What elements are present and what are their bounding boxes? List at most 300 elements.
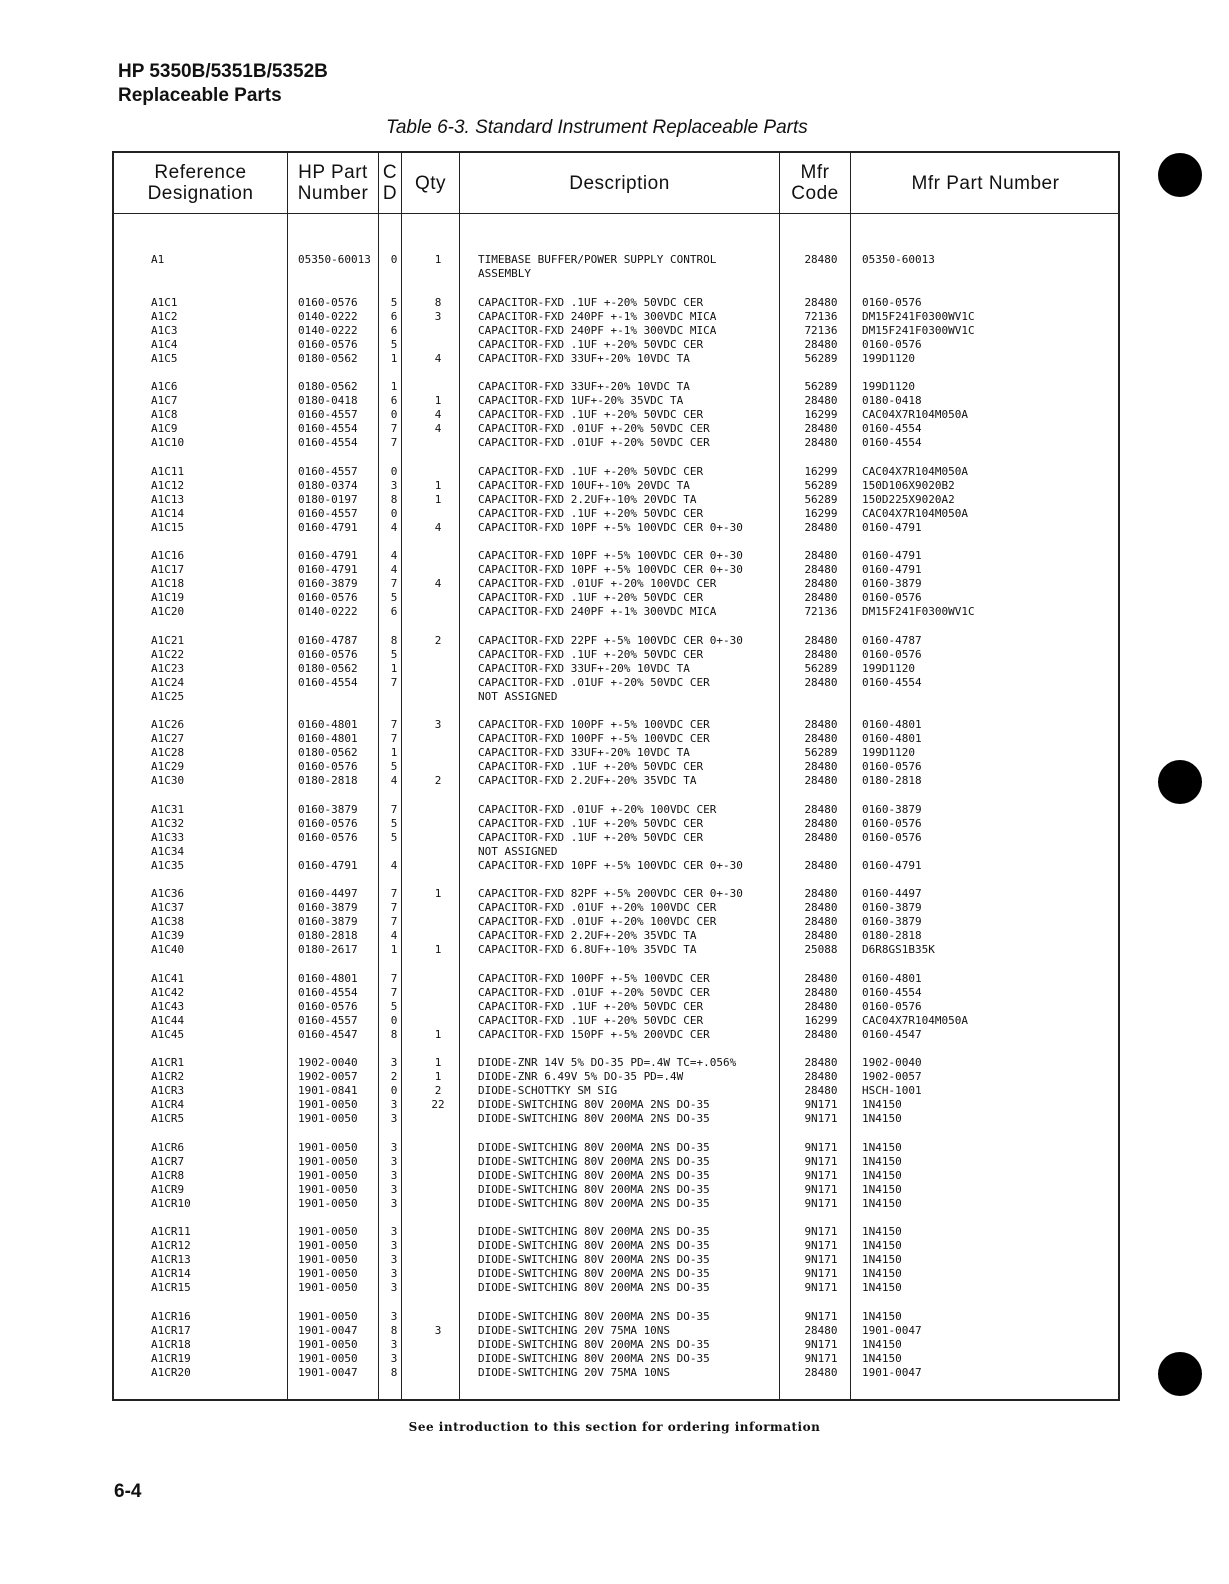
table-row [114,972,1118,986]
cell-hp-part-number: 0160-4791 [298,858,358,872]
cell-mfr-part-number: 199D1120 [862,351,915,365]
column-header-qty: Qty [414,172,447,194]
cell-description: CAPACITOR-FXD .1UF +-20% 50VDC CER [478,295,704,309]
table-row [114,1310,1118,1324]
cell-ref-designation: A1C2 [151,309,178,323]
cell-mfr-part-number: 1N4150 [862,1267,902,1280]
table-row [114,422,1118,436]
cell-quantity: 1 [434,1027,442,1041]
cell-mfr-part-number: 1N4150 [862,1098,902,1111]
cell-hp-part-number: 0160-4557 [298,408,358,421]
column-header-description: Description [569,172,670,194]
cell-description: CAPACITOR-FXD 150PF +-5% 200VDC CER [478,1027,710,1041]
cell-description: CAPACITOR-FXD 33UF+-20% 10VDC TA [478,746,690,759]
cell-hp-part-number: 0160-4554 [298,422,358,435]
cell-quantity: 2 [434,633,442,647]
cell-hp-part-number: 0160-4557 [298,1013,358,1027]
cell-ref-designation: A1CR10 [151,1196,191,1210]
table-row [114,803,1118,817]
table-row [114,1056,1118,1070]
cell-mfr-part-number: 0160-0576 [862,816,922,830]
binder-hole-top [1158,153,1202,197]
cell-description: CAPACITOR-FXD .1UF +-20% 50VDC CER [478,816,704,830]
cell-hp-part-number: 0160-0576 [298,337,358,351]
cell-ref-designation: A1C36 [151,887,185,900]
cell-hp-part-number: 0160-3879 [298,901,358,914]
cell-mfr-part-number: 1902-0057 [862,1070,922,1083]
cell-ref-designation: A1 [151,253,165,266]
cell-check-digit: 7 [390,675,398,689]
cell-hp-part-number: 0160-4791 [298,520,358,534]
table-row [114,296,1118,310]
table-row [114,521,1118,535]
table-row [114,1183,1118,1197]
cell-mfr-part-number: 1N4150 [862,1196,902,1210]
cell-check-digit: 4 [390,858,398,872]
cell-mfr-part-number: 199D1120 [862,380,915,393]
cell-ref-designation: A1CR8 [151,1168,185,1182]
cell-check-digit: 7 [390,915,398,928]
cell-ref-designation: A1CR12 [151,1239,191,1252]
cell-mfr-code: 28480 [804,858,838,872]
cell-ref-designation: A1C43 [151,999,185,1013]
cell-hp-part-number: 1902-0040 [298,1056,358,1069]
cell-mfr-code: 28480 [804,337,838,351]
cell-mfr-part-number: CAC04X7R104M050A [862,1013,968,1027]
cell-check-digit: 7 [390,732,398,745]
cell-check-digit: 0 [390,464,398,478]
cell-hp-part-number: 0160-3879 [298,577,358,590]
cell-mfr-code: 28480 [804,915,838,928]
cell-description: CAPACITOR-FXD .1UF +-20% 50VDC CER [478,591,704,604]
cell-description: DIODE-SWITCHING 80V 200MA 2NS DO-35 [478,1196,710,1210]
cell-mfr-part-number: 1N4150 [862,1239,902,1252]
cell-description: CAPACITOR-FXD 2.2UF+-10% 20VDC TA [478,492,697,506]
column-header-mfr-code: Mfr Code [791,162,839,204]
cell-ref-designation: A1CR17 [151,1323,191,1337]
cell-mfr-code: 16299 [804,464,838,478]
cell-ref-designation: A1C32 [151,816,185,830]
cell-mfr-code: 28480 [804,591,838,604]
cell-hp-part-number: 0160-4801 [298,718,358,731]
column-header-reference: Reference Designation [147,162,254,204]
cell-mfr-code: 28480 [804,1323,838,1337]
cell-check-digit: 0 [390,506,398,520]
cell-mfr-part-number: 199D1120 [862,661,915,675]
cell-ref-designation: A1C9 [151,422,178,435]
cell-mfr-code: 72136 [804,309,838,323]
cell-quantity: 1 [434,478,442,492]
cell-description: DIODE-SWITCHING 80V 200MA 2NS DO-35 [478,1225,710,1238]
cell-hp-part-number: 0160-4557 [298,506,358,520]
cell-check-digit: 0 [390,1084,398,1097]
table-row [114,408,1118,422]
cell-description: CAPACITOR-FXD 100PF +-5% 100VDC CER [478,971,710,985]
cell-ref-designation: A1C19 [151,591,185,604]
cell-hp-part-number: 0160-4557 [298,464,358,478]
cell-description: CAPACITOR-FXD .1UF +-20% 50VDC CER [478,760,704,773]
table-row [114,549,1118,563]
cell-check-digit: 4 [390,520,398,534]
table-row [114,1141,1118,1155]
cell-hp-part-number: 0140-0222 [298,309,358,323]
cell-description: DIODE-SWITCHING 80V 200MA 2NS DO-35 [478,1154,710,1168]
table-row [114,915,1118,929]
cell-mfr-code: 28480 [804,1027,838,1041]
cell-mfr-part-number: 1N4150 [862,1309,902,1323]
cell-hp-part-number: 1901-0050 [298,1168,358,1182]
cell-mfr-part-number: 1N4150 [862,1351,902,1365]
cell-check-digit: 6 [390,309,398,323]
cell-mfr-part-number: 0160-4801 [862,971,922,985]
cell-mfr-part-number: DM15F241F0300WV1C [862,605,975,618]
cell-ref-designation: A1CR18 [151,1337,191,1351]
cell-ref-designation: A1CR1 [151,1056,185,1069]
cell-description: CAPACITOR-FXD 1UF+-20% 35VDC TA [478,394,684,407]
cell-mfr-code: 28480 [804,422,838,435]
cell-check-digit: 3 [390,1309,398,1323]
table-row [114,986,1118,1000]
cell-mfr-part-number: 0160-0576 [862,647,922,661]
cell-check-digit: 5 [390,337,398,351]
table-row [114,943,1118,957]
cell-check-digit: 6 [390,394,398,407]
cell-description: CAPACITOR-FXD .1UF +-20% 50VDC CER [478,830,704,844]
cell-description: CAPACITOR-FXD 240PF +-1% 300VDC MICA [478,323,717,337]
table-row [114,1338,1118,1352]
cell-ref-designation: A1C8 [151,408,178,421]
cell-description: CAPACITOR-FXD .01UF +-20% 50VDC CER [478,436,710,449]
table-row [114,1352,1118,1366]
cell-description: DIODE-SWITCHING 80V 200MA 2NS DO-35 [478,1182,710,1196]
cell-description: CAPACITOR-FXD .01UF +-20% 100VDC CER [478,901,717,914]
cell-hp-part-number: 0160-4787 [298,633,358,647]
cell-hp-part-number: 0160-4801 [298,971,358,985]
cell-description: CAPACITOR-FXD .01UF +-20% 50VDC CER [478,675,710,689]
cell-hp-part-number: 1901-0841 [298,1084,358,1097]
cell-description: DIODE-SWITCHING 80V 200MA 2NS DO-35 [478,1112,710,1125]
table-row [114,831,1118,845]
cell-description: CAPACITOR-FXD .1UF +-20% 50VDC CER [478,647,704,661]
cell-ref-designation: A1C4 [151,337,178,351]
cell-hp-part-number: 0180-0374 [298,478,358,492]
cell-hp-part-number: 0180-0562 [298,380,358,393]
cell-ref-designation: A1C26 [151,718,185,731]
cell-check-digit: 6 [390,323,398,337]
cell-check-digit: 3 [390,1337,398,1351]
cell-hp-part-number: 0180-0562 [298,661,358,675]
cell-mfr-code: 28480 [804,1365,838,1379]
cell-description: TIMEBASE BUFFER/POWER SUPPLY CONTROL [478,253,717,266]
cell-mfr-part-number: DM15F241F0300WV1C [862,323,975,337]
cell-mfr-code: 28480 [804,760,838,773]
cell-description: DIODE-SWITCHING 80V 200MA 2NS DO-35 [478,1168,710,1182]
cell-description: CAPACITOR-FXD .01UF +-20% 50VDC CER [478,985,710,999]
cell-description: DIODE-SWITCHING 20V 75MA 10NS [478,1323,671,1337]
cell-mfr-code: 28480 [804,520,838,534]
cell-hp-part-number: 0180-0418 [298,394,358,407]
cell-mfr-part-number: 0160-4801 [862,732,922,745]
cell-ref-designation: A1C25 [151,689,185,703]
cell-ref-designation: A1C39 [151,929,185,942]
cell-mfr-code: 72136 [804,605,838,618]
table-row [114,1253,1118,1267]
cell-check-digit: 1 [390,351,398,365]
cell-description: CAPACITOR-FXD 100PF +-5% 100VDC CER [478,718,710,731]
document-header-section: Replaceable Parts [118,85,282,106]
cell-ref-designation: A1C1 [151,295,178,309]
cell-check-digit: 7 [390,422,398,435]
cell-mfr-part-number: 1N4150 [862,1253,902,1266]
cell-mfr-code: 28480 [804,436,838,449]
cell-hp-part-number: 0160-4554 [298,675,358,689]
table-row [114,901,1118,915]
cell-description: CAPACITOR-FXD .1UF +-20% 50VDC CER [478,506,704,520]
table-row [114,774,1118,788]
cell-mfr-part-number: DM15F241F0300WV1C [862,309,975,323]
cell-mfr-part-number: 1N4150 [862,1112,902,1125]
cell-mfr-code: 16299 [804,506,838,520]
cell-check-digit: 4 [390,549,398,562]
cell-hp-part-number: 1901-0050 [298,1196,358,1210]
column-header-cd: C D [382,162,398,204]
cell-description: CAPACITOR-FXD .01UF +-20% 100VDC CER [478,577,717,590]
cell-ref-designation: A1CR9 [151,1182,185,1196]
table-row [114,1197,1118,1211]
cell-mfr-code: 28480 [804,675,838,689]
cell-ref-designation: A1C13 [151,492,185,506]
cell-mfr-part-number: 150D106X9020B2 [862,478,955,492]
cell-description: DIODE-SWITCHING 80V 200MA 2NS DO-35 [478,1098,710,1111]
cell-ref-designation: A1C23 [151,661,185,675]
cell-mfr-part-number: 1901-0047 [862,1323,922,1337]
cell-mfr-part-number: 0160-3879 [862,915,922,928]
cell-mfr-part-number: CAC04X7R104M050A [862,464,968,478]
cell-hp-part-number: 0140-0222 [298,323,358,337]
cell-mfr-code: 28480 [804,549,838,562]
table-row [114,352,1118,366]
cell-mfr-code: 28480 [804,718,838,731]
cell-hp-part-number: 05350-60013 [298,253,371,266]
cell-quantity: 2 [434,774,442,787]
cell-check-digit: 8 [390,1365,398,1379]
cell-mfr-code: 28480 [804,971,838,985]
cell-quantity: 3 [434,309,442,323]
cell-hp-part-number: 0160-4497 [298,887,358,900]
cell-ref-designation: A1C7 [151,394,178,407]
cell-ref-designation: A1C22 [151,647,185,661]
cell-description: CAPACITOR-FXD 10PF +-5% 100VDC CER 0+-30 [478,549,743,562]
cell-hp-part-number: 1901-0050 [298,1337,358,1351]
cell-check-digit: 4 [390,563,398,576]
cell-ref-designation: A1CR2 [151,1070,185,1083]
cell-description: DIODE-SWITCHING 80V 200MA 2NS DO-35 [478,1140,710,1154]
cell-mfr-part-number: 150D225X9020A2 [862,492,955,506]
cell-mfr-code: 9N171 [804,1253,838,1266]
column-header-mfr-part-number: Mfr Part Number [911,172,1060,194]
cell-quantity: 1 [434,394,442,407]
cell-check-digit: 3 [390,1168,398,1182]
cell-hp-part-number: 1901-0047 [298,1365,358,1379]
cell-description: CAPACITOR-FXD .01UF +-20% 50VDC CER [478,422,710,435]
cell-ref-designation: A1C42 [151,985,185,999]
cell-ref-designation: A1C3 [151,323,178,337]
cell-mfr-part-number: 05350-60013 [862,253,935,266]
cell-hp-part-number: 1901-0050 [298,1351,358,1365]
cell-ref-designation: A1C34 [151,844,185,858]
cell-quantity: 3 [434,1323,442,1337]
table-row [114,676,1118,690]
cell-ref-designation: A1C45 [151,1027,185,1041]
table-row [114,1098,1118,1112]
cell-quantity: 1 [434,1056,442,1069]
table-row [114,634,1118,648]
cell-mfr-part-number: CAC04X7R104M050A [862,506,968,520]
table-row [114,648,1118,662]
table-title: Table 6-3. Standard Instrument Replaceable Parts [386,117,808,138]
cell-mfr-code: 16299 [804,1013,838,1027]
table-row [114,1239,1118,1253]
cell-description: CAPACITOR-FXD 240PF +-1% 300VDC MICA [478,605,717,618]
cell-mfr-part-number: 0160-4554 [862,985,922,999]
cell-mfr-part-number: 0160-4497 [862,887,922,900]
cell-check-digit: 3 [390,1154,398,1168]
table-row [114,817,1118,831]
cell-quantity: 4 [434,520,442,534]
cell-ref-designation: A1CR16 [151,1309,191,1323]
cell-ref-designation: A1C44 [151,1013,185,1027]
cell-hp-part-number: 0160-0576 [298,760,358,773]
cell-mfr-part-number: 0160-4554 [862,422,922,435]
cell-mfr-part-number: 0160-4547 [862,1027,922,1041]
cell-hp-part-number: 0160-0576 [298,647,358,661]
cell-check-digit: 3 [390,1140,398,1154]
cell-quantity: 8 [434,295,442,309]
cell-check-digit: 7 [390,802,398,816]
cell-description: CAPACITOR-FXD 82PF +-5% 200VDC CER 0+-30 [478,887,743,900]
cell-mfr-part-number: 1901-0047 [862,1365,922,1379]
cell-check-digit: 3 [390,1196,398,1210]
table-row [114,859,1118,873]
table-row [114,887,1118,901]
cell-check-digit: 0 [390,1013,398,1027]
cell-description: DIODE-ZNR 6.49V 5% DO-35 PD=.4W [478,1070,684,1083]
table-row [114,465,1118,479]
cell-hp-part-number: 1902-0057 [298,1070,358,1083]
cell-ref-designation: A1C27 [151,732,185,745]
cell-description: CAPACITOR-FXD 100PF +-5% 100VDC CER [478,732,710,745]
cell-hp-part-number: 0140-0222 [298,605,358,618]
cell-mfr-code: 28480 [804,887,838,900]
table-row [114,1169,1118,1183]
cell-check-digit: 3 [390,1239,398,1252]
table-row [114,605,1118,619]
cell-mfr-code: 56289 [804,351,838,365]
document-header-model: HP 5350B/5351B/5352B [118,61,328,82]
table-row [114,1366,1118,1380]
cell-ref-designation: A1CR5 [151,1112,185,1125]
cell-mfr-code: 9N171 [804,1351,838,1365]
cell-ref-designation: A1C15 [151,520,185,534]
cell-description: CAPACITOR-FXD .01UF +-20% 100VDC CER [478,915,717,928]
cell-mfr-part-number: 0160-0576 [862,295,922,309]
cell-check-digit: 7 [390,718,398,731]
cell-ref-designation: A1CR20 [151,1365,191,1379]
cell-description: CAPACITOR-FXD 10UF+-10% 20VDC TA [478,478,690,492]
cell-quantity: 4 [434,408,442,421]
table-row [114,1000,1118,1014]
cell-description: CAPACITOR-FXD .1UF +-20% 50VDC CER [478,1013,704,1027]
cell-ref-designation: A1C30 [151,774,185,787]
cell-mfr-part-number: 0160-0576 [862,999,922,1013]
cell-description: CAPACITOR-FXD 10PF +-5% 100VDC CER 0+-30 [478,858,743,872]
table-row [114,436,1118,450]
cell-mfr-part-number: HSCH-1001 [862,1084,922,1097]
cell-hp-part-number: 0160-4547 [298,1027,358,1041]
cell-description: CAPACITOR-FXD .01UF +-20% 100VDC CER [478,802,717,816]
cell-ref-designation: A1C20 [151,605,185,618]
cell-check-digit: 1 [390,380,398,393]
cell-hp-part-number: 1901-0050 [298,1225,358,1238]
cell-description: CAPACITOR-FXD 10PF +-5% 100VDC CER 0+-30 [478,520,743,534]
cell-check-digit: 5 [390,816,398,830]
cell-mfr-part-number: 1N4150 [862,1225,902,1238]
cell-hp-part-number: 1901-0050 [298,1253,358,1266]
cell-check-digit: 8 [390,633,398,647]
cell-ref-designation: A1C24 [151,675,185,689]
cell-hp-part-number: 0160-3879 [298,915,358,928]
cell-mfr-code: 72136 [804,323,838,337]
cell-check-digit: 3 [390,1267,398,1280]
cell-description: CAPACITOR-FXD .1UF +-20% 50VDC CER [478,464,704,478]
cell-check-digit: 8 [390,492,398,506]
cell-description: CAPACITOR-FXD .1UF +-20% 50VDC CER [478,337,704,351]
table-row [114,267,1118,281]
cell-ref-designation: A1CR15 [151,1281,191,1294]
cell-check-digit: 0 [390,253,398,266]
cell-mfr-code: 28480 [804,985,838,999]
cell-check-digit: 5 [390,760,398,773]
cell-mfr-part-number: 0160-0576 [862,760,922,773]
cell-mfr-code: 28480 [804,732,838,745]
cell-ref-designation: A1C5 [151,351,178,365]
column-header-hp-part: HP Part Number [297,162,369,204]
cell-mfr-code: 9N171 [804,1154,838,1168]
cell-mfr-part-number: 1N4150 [862,1182,902,1196]
cell-hp-part-number: 0160-0576 [298,999,358,1013]
table-row [114,1028,1118,1042]
cell-mfr-code: 9N171 [804,1112,838,1125]
cell-mfr-part-number: 0160-4554 [862,436,922,449]
cell-hp-part-number: 1901-0050 [298,1112,358,1125]
cell-check-digit: 7 [390,985,398,999]
cell-mfr-part-number: 0160-3879 [862,802,922,816]
table-row [114,718,1118,732]
cell-mfr-part-number: 0160-3879 [862,577,922,590]
cell-quantity: 4 [434,351,442,365]
table-row [114,1225,1118,1239]
cell-mfr-code: 9N171 [804,1337,838,1351]
cell-mfr-code: 28480 [804,929,838,942]
cell-mfr-part-number: 1N4150 [862,1281,902,1294]
cell-description: NOT ASSIGNED [478,844,558,858]
cell-description: CAPACITOR-FXD 2.2UF+-20% 35VDC TA [478,774,697,787]
cell-check-digit: 1 [390,943,398,956]
cell-hp-part-number: 1901-0050 [298,1140,358,1154]
cell-description: DIODE-SCHOTTKY SM SIG [478,1084,618,1097]
cell-hp-part-number: 1901-0050 [298,1239,358,1252]
cell-hp-part-number: 0160-3879 [298,802,358,816]
